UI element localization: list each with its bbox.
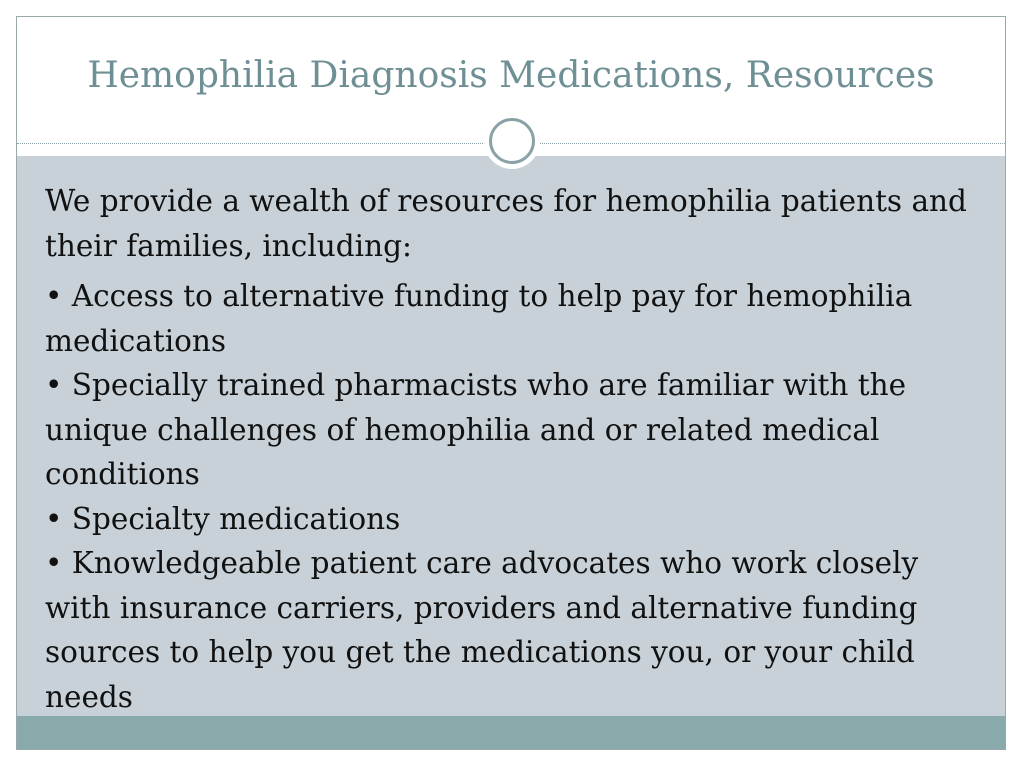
slide-title: Hemophilia Diagnosis Medications, Resources [87,55,935,96]
footer-bar [17,716,1005,750]
body-text [45,179,985,719]
bullet-item: • Access to alternative funding to help pay for hemophilia medications [45,279,913,358]
intro-paragraph: We provide a wealth of resources for hemophilia patients and their families, including: [45,184,967,263]
bullet-item: • Specially trained pharmacists who are familiar with the unique challenges of hemophilia and or related medical conditions [45,368,907,491]
circle-ring-icon [489,118,535,164]
slide [16,16,1006,750]
bullet-item: • Knowledgeable patient care advocates who work closely with insurance carriers, providers and alternative funding sources to help you get the medications you, or your child needs [45,546,919,714]
divider-ornament [484,113,540,169]
bullet-item: • Specialty medications [45,501,401,536]
